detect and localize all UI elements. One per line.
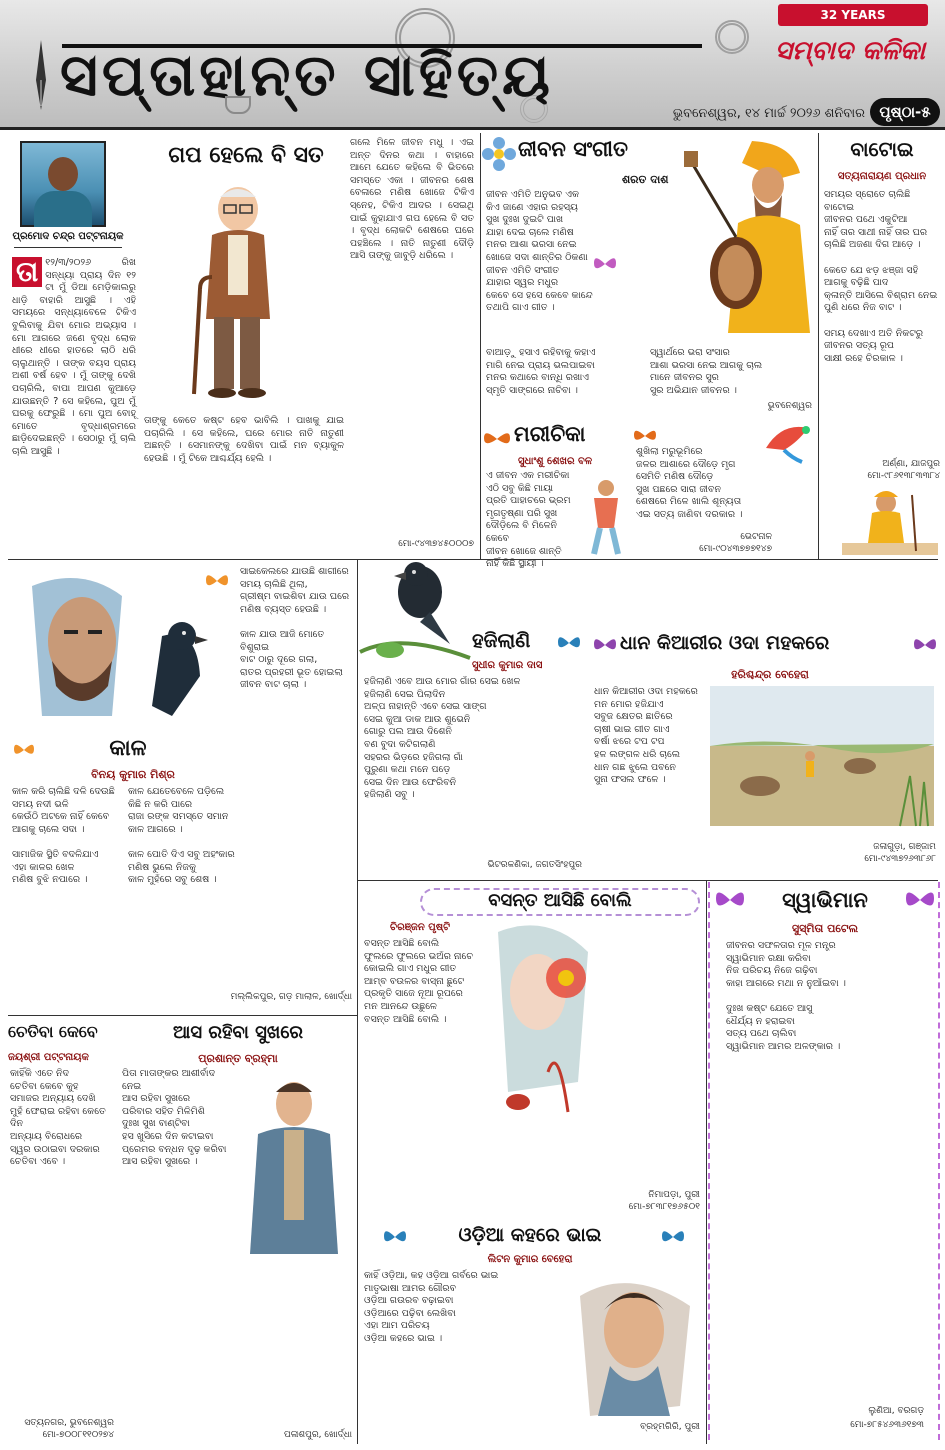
folk-musician-illustration <box>682 133 816 343</box>
poem-stanza: ସାଇକେଲରେ ଯାଉଛି ଶାଗୀରେ ସମୟ ଚାଲିଛି ଥିଲା, ଗ୍ରୀଷ୍ମ ବାଇଶିବା ଯାଉ ଘରେ ମଣିଷ ବ୍ୟସ୍ତ ହେଉଛି । କାଳ ଯାଉ ଆଜି ମୋତେ ବିଶୁରାଇ ବାଟ ଠାରୁ ଦୂରେ ଗଲା, ରାତର ପ୍ରହରୀ ଭୂତ ହୋଇଲା ଜୀବନ ବାଟ ଚାଲା । <box>240 566 350 691</box>
poem-stanza: ବାଆଡ଼ୁ ହସାଏ ରହିବାକୁ କହାଏ ମାଗି ନେଇ ପ୍ରାୟ ଭଲପାଇବା ମନର କଥାରେ ବାନ୍ଧି ରଖାଏ ସ୍ମୃତି ସାଙ୍ଗରେ ନାଚିବା । <box>486 347 596 396</box>
contact-number: ମୋ-୯୦୪୩୭୭୭୧୪୭ <box>699 544 772 554</box>
author-location: ଲୁଣିଆ, ବରଗଡ଼ <box>868 1406 924 1416</box>
author-location: ଭୁବନେଶ୍ୱର <box>767 401 812 411</box>
contact-number: ମୋ-୭୮୩୮୧୭୬୫୦୧ <box>628 1202 700 1212</box>
author-name: ସୁଧାଂଶୁ ଶେଖର ବଳ <box>518 456 593 467</box>
author-name: ହରିଶ୍ଚନ୍ଦ୍ର ବେହେରା <box>731 668 809 681</box>
old-man-illustration <box>178 179 298 409</box>
butterfly-icon <box>632 426 658 446</box>
poem-body: ଜୀବନର ସଫଳତାର ମୂଳ ମନ୍ତ୍ର ସ୍ୱାଭିମାନ ରକ୍ଷା କରିବା ନିଜ ପରିଚୟ ନିଜେ ଗଢ଼ିବା କାହା ଆଗରେ ମଥା ନ ନୁଆଁଇବା । ଦୁଃଖ କଷ୍ଟ ଯେତେ ଆସୁ ଧୈର୍ଯ୍ୟ ନ ହରାଇବା ସତ୍ୟ ପଥେ ଚାଲିବା ସ୍ୱାଭିମାନ ଆମର ଅଳଙ୍କାର । <box>726 940 846 1052</box>
article-chetiba-kebe <box>8 1018 114 1444</box>
row-divider <box>8 1015 357 1016</box>
poem-body: ବସନ୍ତ ଆସିଛି ବୋଲି ଫୁଲରେ ଫୁଲରେ ଭଅଁର ନାଚେ କୋଇଲି ଗାଏ ମଧୁର ଗୀତ ଆମ୍ବ ବଉଳର ବାସ୍ନା ଛୁଟେ ପ୍ରକୃତି ସାଜେ ନୂଆ ରୂପରେ ମନ ଆନନ୍ଦେ ଉଛୁଳେ ବସନ୍ତ ଆସିଛି ବୋଲି । <box>364 938 474 1025</box>
article-kala <box>8 562 356 1014</box>
poem-body: ସମୟର ସ୍ରୋତେ ଚାଲିଛି ବାଟୋଇ ଜୀବନର ପଥେ ଏକୁଟିଆ ନାହିଁ ତାର ସାଥୀ ନାହିଁ ତାର ଘର ଚାଲିଛି ଅଜଣା ଦିଗ ଆଡ଼େ । କେତେ ଯେ ଝଡ଼ ଝଞ୍ଜା ସହି ଆଗକୁ ବଢ଼ିଛି ପାଦ କ୍ଳାନ୍ତି ଆସିଲେ ବିଶ୍ରାମ ନେଇ ପୁଣି ଧରେ ନିଜ ବାଟ । ସମୟ ଦେଖାଏ ଅତି ନିକଟରୁ ଜୀବନର ସତ୍ୟ ରୂପ ସାକ୍ଷୀ ରହେ ଚିରକାଳ । <box>824 189 938 364</box>
article-aasa-rahiba-sukhare <box>118 1018 356 1444</box>
headline: ସ୍ୱାଭିମାନ <box>782 888 868 912</box>
column-divider <box>818 133 819 559</box>
flower-icon <box>482 137 516 171</box>
author-name: ସୁସ୍ମିତା ପଟେଲ <box>791 922 859 935</box>
article-gapa-hele-bi-sata <box>8 133 478 557</box>
article-batoi <box>822 133 942 557</box>
contact-number: ମୋ-୯୪୩୭୨୬୩୮୬୮ <box>864 854 936 864</box>
poem-body: ପିତା ମାତାଙ୍କର ଆଶୀର୍ବାଦ ନେଇ ଆସ ରହିବା ସୁଖରେ ପରିବାର ସହିତ ମିଳିମିଶି ଦୁଃଖ ସୁଖ ବାଣ୍ଟିବା ହସ ଖୁସିରେ ଦିନ କଟାଇବା ପ୍ରେମର ବନ୍ଧନ ଦୃଢ଼ କରିବା ଆସ ରହିବା ସୁଖରେ । <box>122 1068 227 1168</box>
butterfly-icon <box>556 632 582 654</box>
fountain-pen-icon <box>34 40 48 110</box>
poem-stanza: ଏ ଜୀବନ ଏକ ମରୀଚିକା ଏଠି ସବୁ କିଛି ମାୟା ପ୍ରତି ପାହାଚରେ ଭ୍ରମ ମୃଗତୃଷ୍ଣା ପରି ସୁଖ ଦୌଡ଼ିଲେ ବି ମିଳେନି କେବେ ଜୀବନ ଖୋଜେ ଶାନ୍ତି ନାହିଁ କିଛି ସ୍ଥାୟୀ । <box>486 470 571 570</box>
column-divider <box>480 133 481 559</box>
author-location: ପଳାଶପୁର, ଖୋର୍ଦ୍ଧା <box>284 1430 352 1440</box>
butterfly-icon <box>660 1226 686 1248</box>
headline: କାଳ <box>109 736 147 761</box>
years-badge: 32 YEARS <box>778 4 928 26</box>
author-name: ଚିରଞ୍ଜନ ପୃଷ୍ଟି <box>390 922 451 933</box>
contact-number: ମୋ-୭୮୫୪୬୩୬୧୭୩ <box>850 1420 924 1430</box>
column-divider <box>706 880 707 1444</box>
headline: ବସନ୍ତ ଆସିଛି ବୋଲି <box>488 890 632 911</box>
poem-stanza: କାଳ କରି ଚାଲିଛି ଦଳି ଦେଉଛି ସମୟ ନଦୀ ଭଳି କେଉଁଠି ଅଟକେ ନାହିଁ କେବେ ଆଗକୁ ଚାଲେ ସଦା । ସାମାଜିକ ସ୍ଥିତି ବଦଳିଯାଏ ଏହା କାଳର ଖେଳ ମଣିଷ ବୁଝି ନପାରେ । <box>12 786 115 886</box>
row-divider <box>8 559 938 560</box>
article-marichika <box>482 418 816 570</box>
article-swabhimana <box>708 882 940 1440</box>
article-hajilani <box>360 562 586 878</box>
headline: ଚେତିବା କେବେ <box>8 1022 98 1041</box>
author-location: ନିମାପଡ଼ା, ପୁରୀ <box>648 1190 700 1200</box>
headline: ବାଟୋଇ <box>850 137 914 161</box>
rule <box>14 247 122 248</box>
crow-on-branch-illustration <box>360 562 470 672</box>
poem-stanza: ସ୍ୱାର୍ଥରେ ଭରା ସଂସାର ଆଶା ଭରସା ନେଇ ଆଗକୁ ଚାଲ ମାନେ ଜୀବନର ସୁର ସୁର ଅଭିଯାନ ଜୀବନର । <box>650 347 763 396</box>
poem-stanza: ଶୁଖିଲା ମରୁଭୂମିରେ ଜଳର ଆଶାରେ ଦୌଡ଼େ ମୃଗ ସେମିତି ମଣିଷ ଦୌଡ଼େ ସୁଖ ପଛରେ ସାରା ଜୀବନ ଶେଷରେ ମିଳେ ଖାଲି ଶୂନ୍ୟତା ଏଇ ସତ୍ୟ ଜାଣିବା ଦରକାର । <box>636 446 743 520</box>
article-basanta-asichhi-boli <box>360 882 704 1220</box>
dateline: ଭୁବନେଶ୍ୱର, ୧୪ ମାର୍ଚ୍ଚ ୨୦୨୬ ଶନିବାର <box>672 106 865 121</box>
butterfly-icon <box>904 886 936 914</box>
article-body-col1 <box>12 257 136 553</box>
author-location: ସତ୍ୟନଗର, ଭୁବନେଶ୍ୱର <box>24 1418 114 1428</box>
poem-body: ଧାନ କିଆରୀର ଓଦା ମହକରେ ମନ ମୋର ହଜିଯାଏ ସବୁଜ କ୍ଷେତର ଛାତିରେ ଚାଷୀ ଭାଇ ଗୀତ ଗାଏ ବର୍ଷା ଝରେ ଟପ ଟପ ହଳ ଲଙ୍ଗଳ ଧରି ଚାଲେ ଧାନ ଗଛ ଝୁଲେ ପବନେ ସୁନା ଫସଲ ଫଳେ । <box>594 686 698 786</box>
author-shirt <box>34 191 92 227</box>
headline: ଆସ ରହିବା ସୁଖରେ <box>172 1022 304 1043</box>
figure-illustration <box>580 478 632 556</box>
poem-body-continued <box>602 892 702 1202</box>
butterfly-icon <box>714 886 746 914</box>
author-name: ପ୍ରମୋଦ ଚନ୍ଦ୍ର ପଟ୍ଟନାୟକ <box>12 231 124 242</box>
headline: ହଜିଲାଣି <box>472 628 531 652</box>
man-and-crow-illustration <box>12 566 212 736</box>
poem-body: କାହିଁକି ଏତେ ନିଦ ଚେତିବା କେବେ କୁହ ସମାଜର ଅନ୍ୟାୟ ଦେଖି ମୁହଁ ଫେରାଇ ରହିବା କେତେ ଦିନ ଅନ୍ୟାୟ ବିରୋଧରେ ସ୍ୱର ଉଠାଇବା ଦରକାର ଚେତିବା ଏବେ । <box>10 1068 106 1168</box>
poem-body: ହଜିଲାଣି ଏବେ ଆଉ ମୋର ଗାଁର ସେଇ ଖେଳ ହଜିଲାଣି ସେଇ ପିଲାଦିନ ଅଳ୍ପ ନାହାନ୍ତି ଏବେ ସେଇ ସାଙ୍ଗ ସେଇ କୁଆ ଡାକ ଆଉ ଶୁଭେନି ଗୋରୁ ପଲ ଆଉ ଦିଶେନି ବଣ ବୁଦା କଟିଗଲାଣି ସହରର ଭିଡ଼ରେ ହଜିଗଲା ଗାଁ ପୁରୁଣା କଥା ମନେ ପଡ଼େ ସେଇ ଦିନ ଆଉ ଫେରିବନି ହଜିଲାଣି ସବୁ । <box>364 676 521 801</box>
article-odia-kahare-bhai <box>360 1222 704 1444</box>
author-location: ଜଳାଗୁଡ଼ା, ଗଞ୍ଜାମ <box>873 842 936 852</box>
butterfly-icon <box>912 634 938 656</box>
author-name: ସୁଧୀର କୁମାର ଦାସ <box>472 660 543 671</box>
masthead <box>0 0 945 130</box>
butterfly-icon <box>482 428 512 450</box>
headline: ଧାନ କିଆରୀର ଓଦା ମହକରେ <box>620 632 830 654</box>
woman-with-flower-illustration <box>488 922 598 1122</box>
butterfly-icon <box>12 740 36 760</box>
author-name: ଲିଟନ କୁମାର ବେହେରା <box>487 1254 573 1265</box>
article-body-col3: ଗଲେ ମିଳେ ଜୀବନ ମଧୁ । ଏଇ ଅନ୍ତ ଦିନର କଥା । ବାହାରେ ଆମେ ଯେତେ କହିଲେ ବି ଭିତରେ ସମସ୍ତେ ଏକା । ଜୀବନର ଶେଷ ବେଳାରେ ମଣିଷ ଖୋଜେ ଟିକିଏ ସ୍ନେହ, ଟିକିଏ ଆଦର । ସେଇଥି ପାଇଁ କୁହାଯାଏ ଗପ ହେଲେ ବି ସତ । ବୃଦ୍ଧ ଲୋକଟି ଶେଷରେ ଘରେ ପହଞ୍ଚିଲେ । ନାତି ନାତୁଣୀ ଦୌଡ଼ି ଆସି ତାଙ୍କୁ ଜାବୁଡ଼ି ଧରିଲେ । <box>350 137 474 262</box>
headline: ମରୀଚିକା <box>514 422 586 446</box>
author-name: ସତ୍ୟନାରାୟଣ ପ୍ରଧାନ <box>837 171 927 182</box>
contact-number: ମୋ-୯୮୬୧୩୮୩୩୮୪ <box>867 471 940 481</box>
author-location: ମଲ୍ଲିକପୁର, ଗଡ଼ ମାଲାଳ, ଖୋର୍ଦ୍ଧା <box>230 992 352 1002</box>
poem-body: କାହିଁ ଓଡ଼ିଆ, କହ ଓଡ଼ିଆ ଗର୍ବରେ ଭାଇ ମାତୃଭାଷା ଆମର ଗୌରବ ଓଡ଼ିଆ ଗଉରବ ବଢ଼ାଇବା ଓଡ଼ିଆରେ ପଢ଼ିବା ଲେଖିବା ଏହା ଆମ ପରିଚୟ ଓଡ଼ିଆ କହରେ ଭାଇ । <box>364 1270 499 1344</box>
headline: ଓଡ଼ିଆ କହରେ ଭାଇ <box>458 1224 602 1246</box>
article-jeevana-sangita <box>482 133 816 417</box>
article-body-col2: ତାଙ୍କୁ କେତେ କଷ୍ଟ ହେବ ଭାବିଲି । ପାଖକୁ ଯାଇ ପଚାରିଲି । ସେ କହିଲେ, ଘରେ ମୋର ନାତି ନାତୁଣୀ ଅଛନ୍ତି । ସେମାନଙ୍କୁ ଦେଖିବା ପାଇଁ ମନ ବ୍ୟାକୁଳ ହେଉଛି । ମୁଁ ଟିକେ ଆଶ୍ଚର୍ଯ୍ୟ ହେଲି । <box>144 415 344 464</box>
section-title: ସପ୍ତାହାନ୍ତ ସାହିତ୍ୟ <box>60 41 554 109</box>
dropcap: ତା <box>12 257 42 287</box>
page-number-badge: ପୃଷ୍ଠା-୫ <box>870 98 940 126</box>
author-photo <box>20 141 106 227</box>
contact-number: ମୋ-୭୦୦୮୧୧୦୨୭୪ <box>42 1430 114 1440</box>
headline: ଗପ ହେଲେ ବି ସତ <box>168 143 324 168</box>
author-name: ପ୍ରଶାନ୍ତ ବ୍ରହ୍ମା <box>198 1052 278 1065</box>
traveller-illustration <box>842 485 938 555</box>
tea-cup-icon <box>225 96 251 114</box>
author-name: ଜୟଶ୍ରୀ ପଟ୍ଟନାୟକ <box>8 1052 89 1063</box>
young-man-portrait-illustration <box>570 1266 700 1416</box>
author-location: ଭେଟନାଳ <box>740 532 772 542</box>
contact-number: ମୋ-୯୪୩୭୪୫୦୦୦୭ <box>398 539 474 549</box>
butterfly-icon <box>204 570 230 592</box>
man-in-coat-illustration <box>238 1074 348 1254</box>
butterfly-icon <box>592 634 618 656</box>
poem-stanza: ଜୀବନ ଏମିତି ଅନୁଭବ ଏକ କିଏ ଜାଣେ ଏହାର ରହସ୍ୟ ସୁଖ ଦୁଃଖ ଦୁଇଟି ପାଖ ଯାହା ଦେଇ ଚାଲେ ମଣିଷ ମନର ଆଶା ଭରସା ନେଇ ଖୋଜେ ସଦା ଶାନ୍ତିର ଠିକଣା ଜୀବନ ଏମିତି ସଂଗୀତ ଯାହାର ସ୍ୱର ମଧୁର କେବେ ସେ ହସେ କେବେ କାନ୍ଦେ ତଥାପି ଗାଏ ଗୀତ । <box>486 189 593 314</box>
author-location: ବ୍ରହ୍ମଗିରି, ପୁରୀ <box>640 1422 700 1432</box>
article-text: ୧୨/୩/୨୦୨୬ ରିଖ ସନ୍ଧ୍ୟା ପ୍ରାୟ ଦିନ ୧୨ ଟା ମୁଁ ଡିଆ ମେଡ଼ିକାଲରୁ ଧାଡ଼ି ବାହାରି ଆସୁଛି । ଏହି ସମୟରେ ସନ୍ଧ୍ୟାବେଳେ ଟିକିଏ ବୁଲିବାକୁ ଯିବା ମୋର ଅଭ୍ୟାସ । ମୋ ଆଗରେ ଜଣେ ବୃଦ୍ଧ ଲୋକ ଧୀରେ ଧୀରେ ହାତରେ ଲାଠି ଧରି ଚାଲୁଥାନ୍ତି । ତାଙ୍କ ବୟସ ପ୍ରାୟ ଅଶୀ ବର୍ଷ ହେବ । ମୁଁ ତାଙ୍କୁ ଦେଖି ପଚାରିଲି, ବାପା ଆପଣ କୁଆଡ଼େ ଯାଉଛନ୍ତି ? ସେ କହିଲେ, ପୁଅ ମୁଁ ଘରକୁ ଫେରୁଛି । ମୋ ପୁଅ ବୋହୂ ମୋତେ ବୃଦ୍ଧାଶ୍ରମରେ ଛାଡ଼ିଦେଇଛନ୍ତି । ସେଠାରୁ ମୁଁ ଚାଲି ଚାଲି ଆସୁଛି । <box>12 257 136 457</box>
author-name: ଶରତ ଦାଶ <box>622 173 669 186</box>
author-location: ଅର୍ଣ୍ଣା, ଯାଜପୁର <box>882 459 940 469</box>
headline: ଜୀବନ ସଂଗୀତ <box>518 137 628 161</box>
author-location: ଭିଟରକଣିକା, ଜଗତସିଂହପୁର <box>487 860 582 870</box>
newspaper-logo: ସମ୍ବାଦ କଳିକା <box>774 36 926 66</box>
poem-note <box>710 830 820 874</box>
author-face <box>48 157 78 191</box>
poem-stanza: କାଳ ଯେତେବେଳେ ପଡ଼ିଲେ କିଛି ନ କରି ପାରେ ରାଜା ରଙ୍କ ସମସ୍ତେ ସମାନ କାଳ ଆଗରେ । କାଳ ପୋତି ଦିଏ ସବୁ ଅହଂକାର ମଣିଷ ଭୁଲେ ନିଜକୁ କାଳ ମୁହଁରେ ସବୁ ଶେଷ । <box>128 786 235 886</box>
column-divider <box>357 559 358 1444</box>
butterfly-icon <box>382 1226 408 1248</box>
author-name: ବିନୟ କୁମାର ମିଶ୍ର <box>91 768 175 781</box>
paddy-field-illustration <box>710 686 934 826</box>
row-divider <box>358 880 938 881</box>
article-dhana-kiarira <box>590 630 940 878</box>
